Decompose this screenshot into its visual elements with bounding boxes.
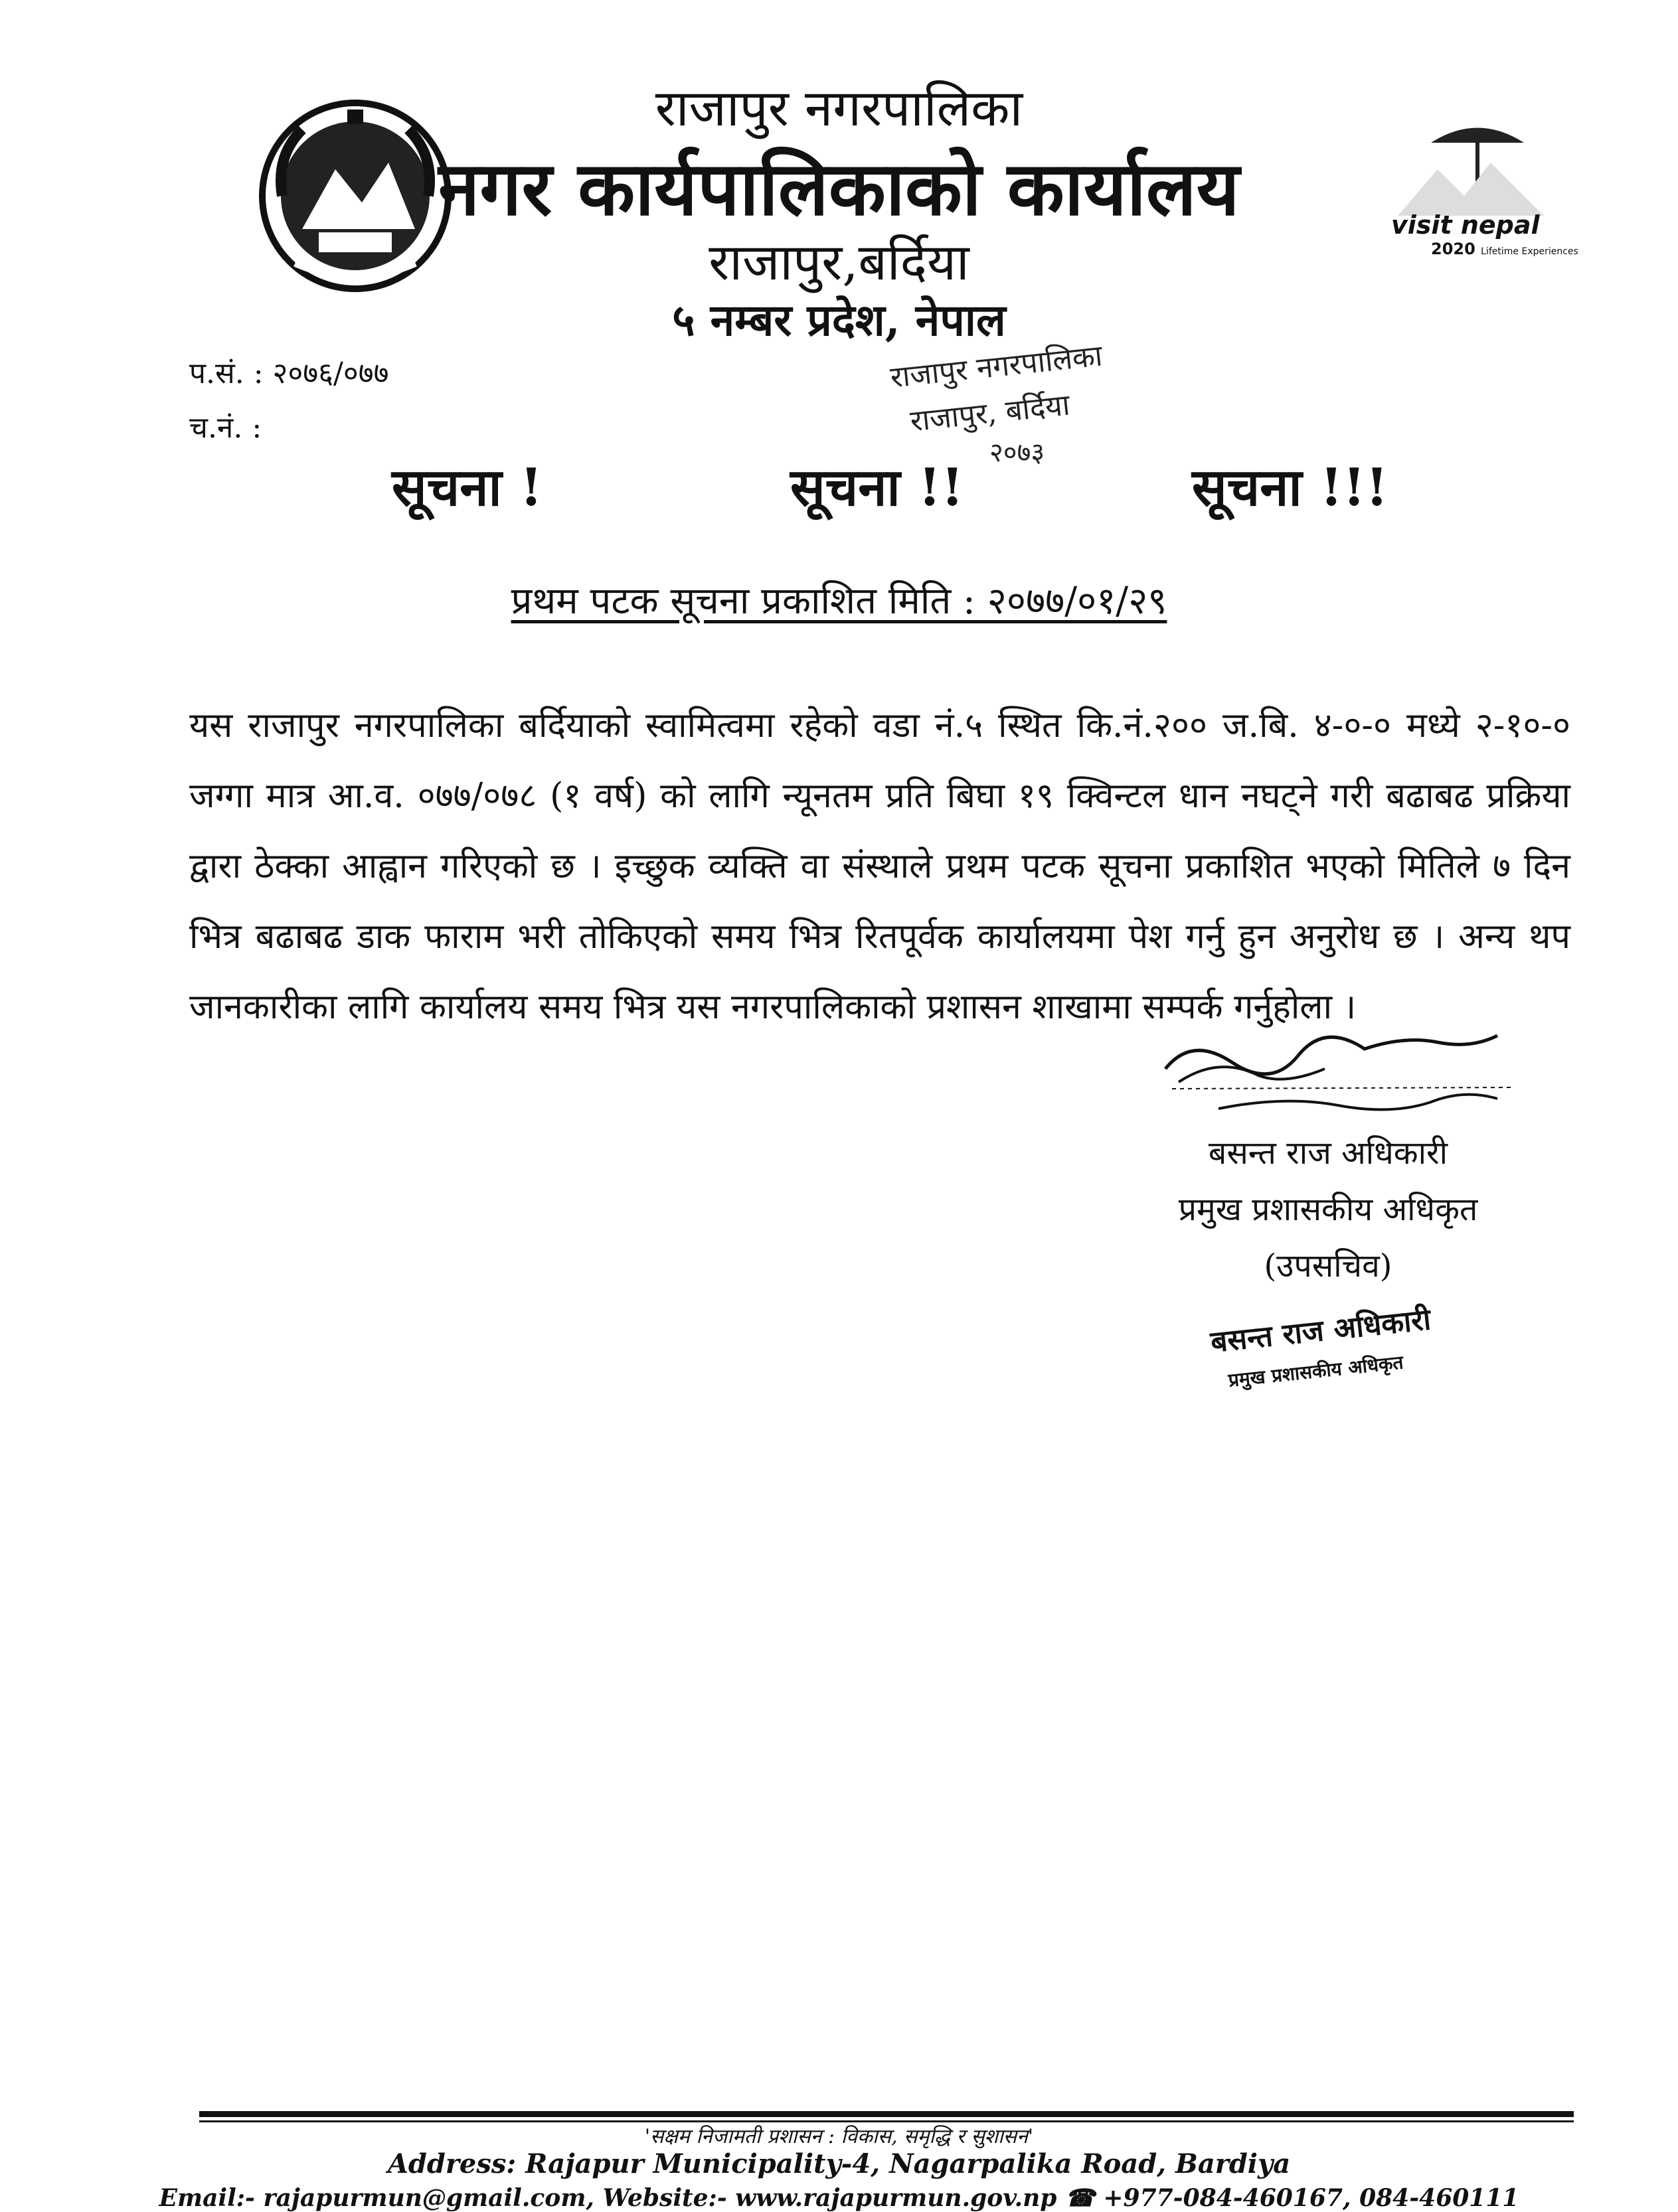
publication-date xyxy=(0,574,1678,625)
notice-heading-1: सूचना ! xyxy=(392,457,543,518)
province-line: ५ नम्बर प्रदेश, नेपाल xyxy=(672,294,1006,346)
signatory-name: बसन्त राज अधिकारी xyxy=(1208,1135,1448,1172)
notice-heading-2: सूचना !! xyxy=(790,457,964,518)
visit-nepal-tagline: Lifetime Experiences xyxy=(1481,246,1578,257)
dispatch-number: च.नं. : xyxy=(189,411,262,445)
visit-nepal-year: 2020 xyxy=(1431,240,1475,258)
notice-body: यस राजापुर नगरपालिका बर्दियाको स्वामित्वमा रहेको वडा नं.५ स्थित कि.नं.२०० ज.बि. ४-०-० मध्ये २-१०-० जग्गा मात्र आ.व. ०७७/०७८ (१ वर्ष) को लागि न्यूनतम प्रति बिघा १९ क्विन्टल धान नघट्ने गरी बढाबढ प्रक्रिया द्वारा ठेक्का आह्वान गरिएको छ । इच्छुक व्यक्ति वा संस्थाले प्रथम पटक सूचना प्रकाशित भएको मितिले ७ दिन भित्र बढाबढ डाक फाराम भरी तोकिएको समय भित्र रितपूर्वक कार्यालयमा पेश गर्नु हुन अनुरोध छ । अन्य थप जानकारीका लागि कार्यालय समय भित्र यस नगरपालिकाको प्रशासन शाखामा सम्पर्क गर्नुहोला । xyxy=(189,706,1570,1027)
handwritten-signature xyxy=(1152,1022,1524,1135)
signatory-title: प्रमुख प्रशासकीय अधिकृत xyxy=(1178,1191,1478,1228)
office-stamp xyxy=(877,259,1116,478)
city-line: राजापुर,बर्दिया xyxy=(709,232,969,291)
notice-heading-3: सूचना !!! xyxy=(1192,457,1388,518)
stamp-line1: राजापुर नगरपालिका xyxy=(888,339,1104,395)
office-name: नगर कार्यपालिकाको कार्यालय xyxy=(438,145,1240,232)
publication-date-text: प्रथम पटक सूचना प्रकाशित मिति : २०७७/०१/२९ xyxy=(511,580,1167,623)
signatory-rank: (उपसचिव) xyxy=(1264,1247,1392,1285)
footer-address: Address: Rajapur Municipality-4, Nagarpalika Road, Bardiya xyxy=(387,2148,1291,2179)
name-seal: बसन्त राज अधिकारी xyxy=(1209,1303,1433,1360)
footer-contact: Email:- rajapurmun@gmail.com, Website:- www.rajapurmun.gov.np ☎ +977-084-460167, 084-460111 xyxy=(159,2184,1519,2212)
footer-divider-thick xyxy=(199,2111,1574,2117)
municipality-name: राजापुर नगरपालिका xyxy=(655,78,1023,137)
visit-nepal-text: visit nepal xyxy=(1391,210,1540,240)
footer-motto: 'सक्षम निजामती प्रशासन : विकास, समृद्धि र सुशासन' xyxy=(644,2125,1034,2148)
name-seal-title: प्रमुख प्रशासकीय अधिकृत xyxy=(1227,1351,1404,1391)
stamp-line2: राजापुर, बर्दिया xyxy=(908,388,1072,439)
reference-number: प.सं. : २०७६/०७७ xyxy=(189,356,389,390)
stamp-year: २०७३ xyxy=(989,437,1045,468)
